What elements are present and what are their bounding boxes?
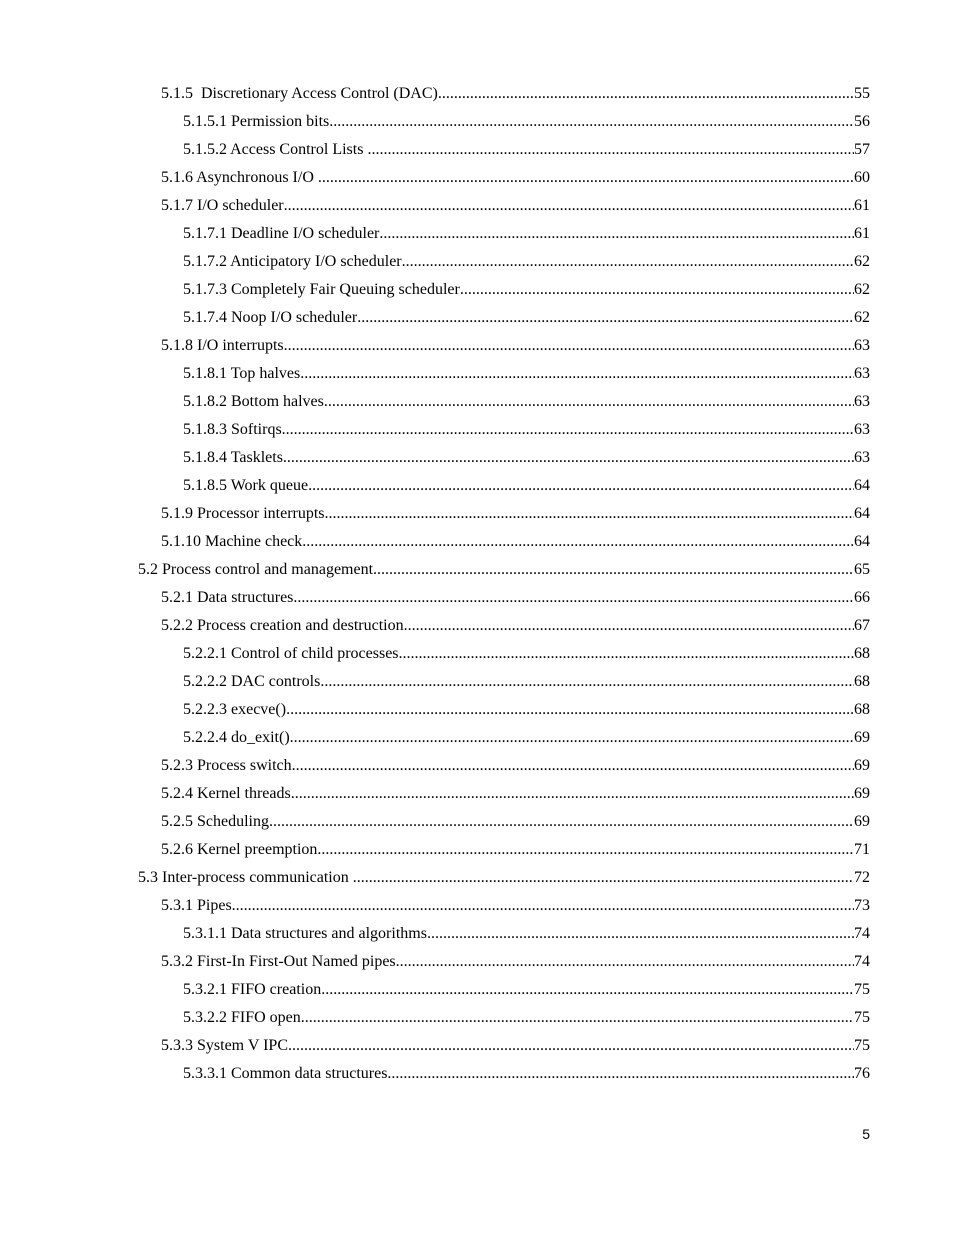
toc-dot-leader (320, 669, 854, 695)
toc-entry-title: 5.1.7.4 Noop I/O scheduler (183, 309, 358, 326)
toc-entry-page: 75 (854, 981, 870, 998)
toc-entry-title: 5.1.7.1 Deadline I/O scheduler (183, 225, 380, 242)
toc-dot-leader (367, 137, 854, 163)
toc-dot-leader (353, 865, 854, 891)
toc-dot-leader (290, 725, 854, 751)
toc-entry[interactable] (0, 585, 954, 613)
toc-dot-leader (293, 585, 854, 611)
toc-dot-leader (282, 417, 854, 443)
toc-entry-page: 62 (854, 253, 870, 270)
toc-entry[interactable] (0, 473, 954, 501)
toc-dot-leader (379, 221, 854, 247)
toc-dot-leader (387, 1061, 854, 1087)
toc-entry-page: 64 (854, 533, 870, 550)
toc-entry[interactable] (0, 669, 954, 697)
toc-dot-leader (302, 529, 854, 555)
toc-entry-title: 5.3.2.2 FIFO open (183, 1009, 301, 1026)
toc-entry[interactable] (0, 837, 954, 865)
toc-entry[interactable] (0, 221, 954, 249)
toc-entry-title: 5.2.2.3 execve() (183, 701, 287, 718)
toc-entry-title: 5.2.1 Data structures (161, 589, 294, 606)
toc-dot-leader (283, 445, 854, 471)
toc-dot-leader (284, 333, 854, 359)
toc-entry-page: 62 (854, 309, 870, 326)
toc-entry[interactable] (0, 193, 954, 221)
toc-entry-title: 5.2.2 Process creation and destruction (161, 617, 404, 634)
toc-dot-leader (286, 697, 854, 723)
toc-entry-page: 63 (854, 365, 870, 382)
toc-entry-title: 5.3.2 First-In First-Out Named pipes (161, 953, 396, 970)
toc-entry-title: 5.3 Inter-process communication (138, 869, 353, 886)
toc-entry-title: 5.2.2.2 DAC controls (183, 673, 321, 690)
toc-entry-page: 57 (854, 141, 870, 158)
toc-entry-page: 71 (854, 841, 870, 858)
toc-entry[interactable] (0, 641, 954, 669)
toc-entry[interactable] (0, 753, 954, 781)
toc-entry-page: 69 (854, 785, 870, 802)
toc-entry-page: 67 (854, 617, 870, 634)
toc-dot-leader (325, 501, 854, 527)
toc-entry-title: 5.1.8.1 Top halves (183, 365, 301, 382)
toc-entry[interactable] (0, 613, 954, 641)
toc-entry-title: 5.1.7.3 Completely Fair Queuing scheduler (183, 281, 460, 298)
toc-entry-page: 61 (854, 197, 870, 214)
toc-entry-page: 75 (854, 1009, 870, 1026)
toc-entry-page: 60 (854, 169, 870, 186)
toc-entry[interactable] (0, 137, 954, 165)
toc-entry[interactable] (0, 949, 954, 977)
toc-entry[interactable] (0, 529, 954, 557)
toc-entry-page: 63 (854, 421, 870, 438)
toc-entry-page: 74 (854, 953, 870, 970)
toc-entry[interactable] (0, 1061, 954, 1089)
toc-entry-page: 65 (854, 561, 870, 578)
toc-entry-title: 5.3.3.1 Common data structures (183, 1065, 388, 1082)
toc-dot-leader (291, 781, 854, 807)
toc-dot-leader (357, 305, 854, 331)
toc-entry-title: 5.1.10 Machine check (161, 533, 303, 550)
toc-dot-leader (402, 249, 854, 275)
toc-dot-leader (321, 977, 854, 1003)
toc-entry[interactable] (0, 333, 954, 361)
toc-entry[interactable] (0, 417, 954, 445)
toc-entry[interactable] (0, 893, 954, 921)
toc-dot-leader (292, 753, 854, 779)
toc-dot-leader (308, 473, 854, 499)
toc-dot-leader (460, 277, 854, 303)
toc-entry-title: 5.3.1.1 Data structures and algorithms (183, 925, 427, 942)
toc-entry-page: 69 (854, 757, 870, 774)
toc-entry[interactable] (0, 921, 954, 949)
toc-entry-title: 5.1.7.2 Anticipatory I/O scheduler (183, 253, 402, 270)
toc-entry[interactable] (0, 557, 954, 585)
toc-entry-title: 5.2.2.1 Control of child processes (183, 645, 399, 662)
toc-entry-page: 61 (854, 225, 870, 242)
toc-entry[interactable] (0, 1005, 954, 1033)
toc-dot-leader (438, 81, 854, 107)
toc-entry-title: 5.1.8.4 Tasklets (183, 449, 283, 466)
toc-entry-title: 5.2.5 Scheduling (161, 813, 269, 830)
toc-entry-page: 55 (854, 85, 870, 102)
toc-entry[interactable] (0, 977, 954, 1005)
toc-entry-title: 5.2.6 Kernel preemption (161, 841, 318, 858)
toc-dot-leader (300, 361, 854, 387)
toc-entry[interactable] (0, 445, 954, 473)
page-number: 5 (862, 1126, 870, 1142)
toc-entry[interactable] (0, 109, 954, 137)
toc-dot-leader (232, 893, 854, 919)
toc-entry-page: 69 (854, 813, 870, 830)
toc-entry-title: 5.1.5 Discretionary Access Control (DAC) (161, 85, 438, 102)
toc-entry-page: 68 (854, 645, 870, 662)
toc-entry[interactable] (0, 361, 954, 389)
toc-entry-title: 5.1.5.1 Permission bits (183, 113, 330, 130)
toc-entry[interactable] (0, 809, 954, 837)
toc-entry-page: 63 (854, 393, 870, 410)
toc-entry-page: 69 (854, 729, 870, 746)
toc-entry[interactable] (0, 305, 954, 333)
toc-dot-leader (399, 641, 854, 667)
toc-dot-leader (404, 613, 854, 639)
toc-entry-page: 64 (854, 477, 870, 494)
toc-entry[interactable] (0, 865, 954, 893)
toc-entry-title: 5.2.2.4 do_exit() (183, 729, 290, 746)
toc-entry-title: 5.1.9 Processor interrupts (161, 505, 325, 522)
toc-entry[interactable] (0, 249, 954, 277)
toc-entry-page: 56 (854, 113, 870, 130)
toc-entry-page: 74 (854, 925, 870, 942)
toc-entry[interactable] (0, 501, 954, 529)
toc-entry-title: 5.1.6 Asynchronous I/O (161, 169, 318, 186)
table-of-contents (0, 81, 954, 1089)
toc-dot-leader (324, 389, 854, 415)
toc-entry-page: 75 (854, 1037, 870, 1054)
toc-entry[interactable] (0, 277, 954, 305)
toc-entry[interactable] (0, 165, 954, 193)
toc-entry-title: 5.1.8.2 Bottom halves (183, 393, 324, 410)
toc-dot-leader (427, 921, 854, 947)
toc-entry-page: 76 (854, 1065, 870, 1082)
toc-entry-title: 5.2.3 Process switch (161, 757, 292, 774)
toc-entry-page: 66 (854, 589, 870, 606)
toc-entry-page: 64 (854, 505, 870, 522)
toc-dot-leader (288, 1033, 854, 1059)
toc-entry[interactable] (0, 1033, 954, 1061)
toc-entry-title: 5.1.5.2 Access Control Lists (183, 141, 368, 158)
toc-dot-leader (396, 949, 854, 975)
toc-entry[interactable] (0, 781, 954, 809)
toc-dot-leader (284, 193, 854, 219)
toc-entry-page: 63 (854, 337, 870, 354)
toc-entry[interactable] (0, 81, 954, 109)
toc-entry-title: 5.1.8.3 Softirqs (183, 421, 282, 438)
toc-dot-leader (329, 109, 854, 135)
toc-entry-title: 5.3.3 System V IPC (161, 1037, 288, 1054)
toc-entry-title: 5.3.1 Pipes (161, 897, 232, 914)
toc-entry-page: 63 (854, 449, 870, 466)
toc-entry[interactable] (0, 697, 954, 725)
toc-entry-title: 5.1.8 I/O interrupts (161, 337, 284, 354)
toc-dot-leader (269, 809, 854, 835)
toc-entry-title: 5.2.4 Kernel threads (161, 785, 291, 802)
toc-dot-leader (301, 1005, 854, 1031)
toc-entry-title: 5.3.2.1 FIFO creation (183, 981, 322, 998)
toc-entry-page: 73 (854, 897, 870, 914)
toc-entry-title: 5.2 Process control and management (138, 561, 374, 578)
toc-dot-leader (318, 165, 854, 191)
toc-entry-page: 62 (854, 281, 870, 298)
toc-entry-title: 5.1.8.5 Work queue (183, 477, 309, 494)
toc-entry-page: 68 (854, 701, 870, 718)
toc-entry[interactable] (0, 389, 954, 417)
toc-entry-title: 5.1.7 I/O scheduler (161, 197, 284, 214)
toc-dot-leader (317, 837, 854, 863)
toc-entry[interactable] (0, 725, 954, 753)
toc-entry-page: 68 (854, 673, 870, 690)
toc-entry-page: 72 (854, 869, 870, 886)
toc-dot-leader (373, 557, 854, 583)
